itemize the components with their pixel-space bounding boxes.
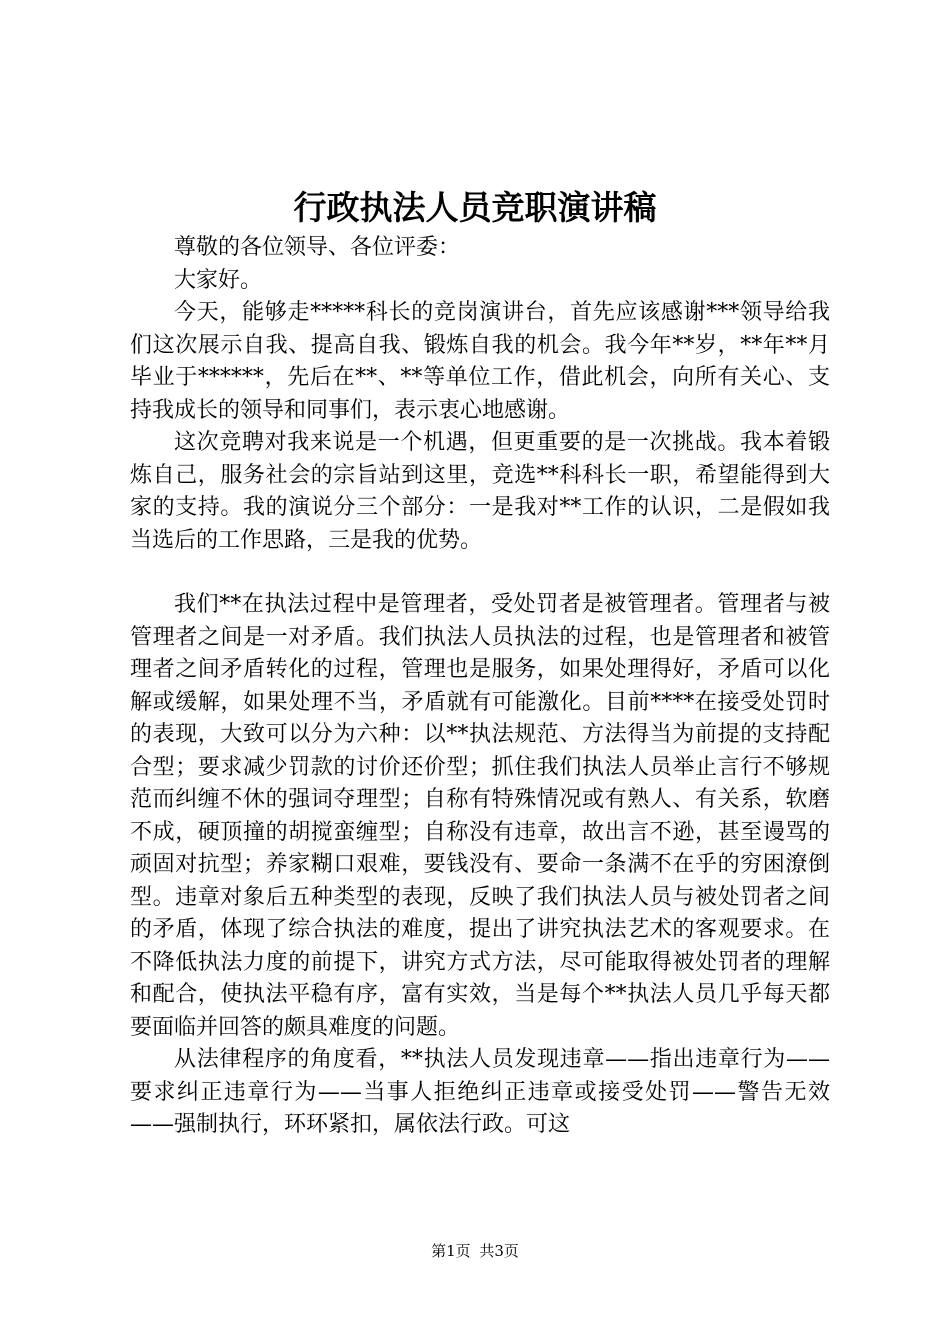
salutation: 尊敬的各位领导、各位评委： — [174, 235, 461, 260]
document-body — [130, 232, 830, 1142]
greeting: 大家好。 — [174, 267, 263, 293]
page-number-footer: 第1页 共3页 — [431, 1242, 519, 1260]
paragraph-understanding: 我们**在执法过程中是管理者，受处罚者是被管理者。管理者与被管理者之间是一对矛盾。我们执法人员执法的过程，也是管理者和被管理者之间矛盾转化的过程，管理也是服务，如果处理得好，矛盾可以化解或缓解，如果处理不当，矛盾就有可能激化。目前****在接受处罚时的表现，大致可以分为六种：以**执法规范、方法得当为前提的支持配合型；要求减少罚款的讨价还价型；抓住我们执法人员举止言行不够规范而纠缠不休的强词夺理型；自称有特殊情况或有熟人、有关系，软磨不成，硬顶撞的胡搅蛮缠型；自称没有违章，故出言不逊，甚至谩骂的顽固对抗型；养家糊口艰难，要钱没有、要命一条满不在乎的穷困潦倒型。违章对象后五种类型的表现，反映了我们执法人员与被处罚者之间的矛盾，体现了综合执法的难度，提出了讲究执法艺术的客观要求。在不降低执法力度的前提下，讲究方式方法，尽可能取得被处罚者的理解和配合，使执法平稳有序，富有实效，当是每个**执法人员几乎每天都要面临并回答的颇具难度的问题。 — [130, 592, 830, 1040]
paragraph-purpose: 这次竞聘对我来说是一个机遇，但更重要的是一次挑战。我本着锻炼自己，服务社会的宗旨站到这里，竞选**科科长一职，希望能得到大家的支持。我的演说分三个部分：一是我对**工作的认识，二是假如我当选后的工作思路，三是我的优势。 — [130, 430, 830, 553]
paragraph-introduction: 今天，能够走*****科长的竞岗演讲台，首先应该感谢***领导给我们这次展示自我、提高自我、锻炼自我的机会。我今年**岁，**年**月毕业于******，先后在**、**等单位工作，借此机会，向所有关心、支持我成长的领导和同事们，表示衷心地感谢。 — [130, 300, 830, 423]
document-title: 行政执法人员竞职演讲稿 — [293, 188, 657, 227]
paragraph-legal-procedure: 从法律程序的角度看，**执法人员发现违章——指出违章行为——要求纠正违章行为——当事人拒绝纠正违章或接受处罚——警告无效——强制执行，环环紧扣，属依法行政。可这 — [130, 1047, 830, 1137]
